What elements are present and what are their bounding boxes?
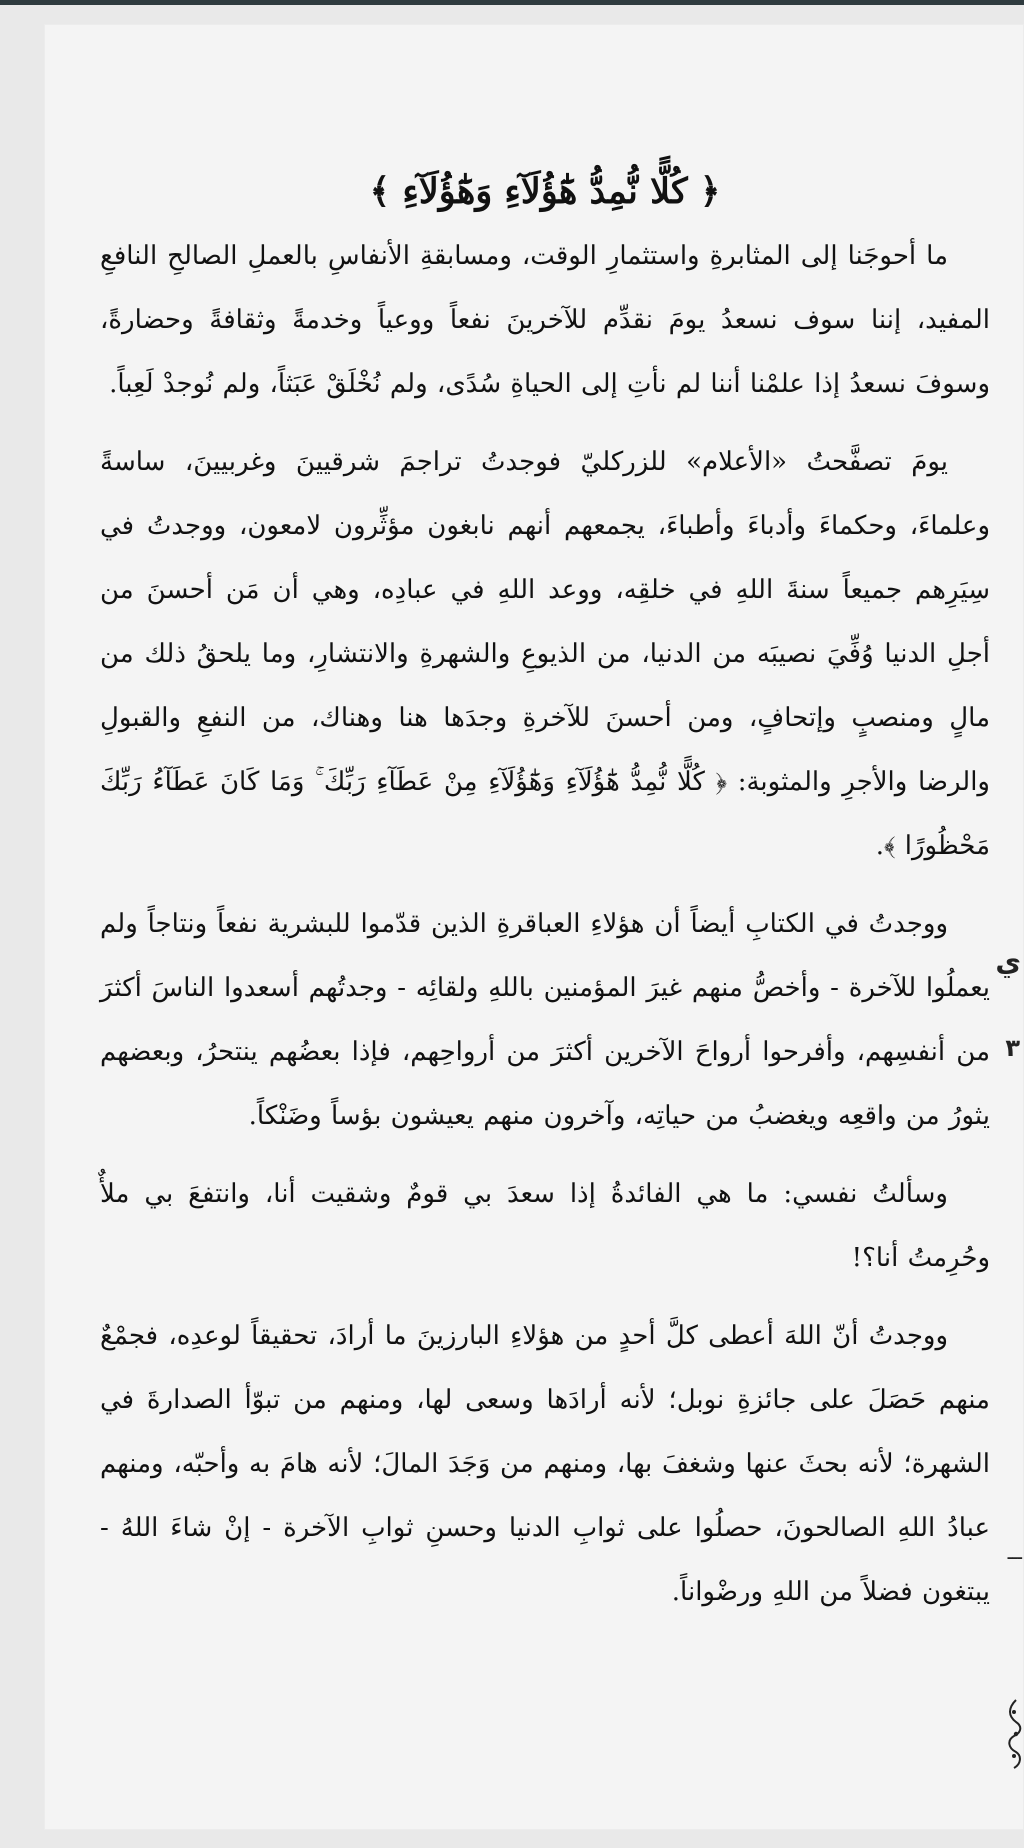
- margin-mark-3: ـــ: [1007, 1547, 1022, 1563]
- chapter-title: ﴿ كُلًّا نُّمِدُّ هَٰٓؤُلَآءِ وَهَٰٓؤُلَآءِ ﴾: [369, 171, 721, 212]
- paragraph-1: ما أحوجَنا إلى المثابرةِ واستثمارِ الوقت، ومسابقةِ الأنفاسِ بالعملِ الصالحِ النافعِ المفيد، إننا سوف نسعدُ يومَ نقدِّم للآخرينَ نفعاً ووعياً وخدمةً وثقافةً وحضارةً، وسوفَ نسعدُ إذا علمْنا أننا لم نأتِ إلى الحياةِ سُدًى، ولم نُخْلَقْ عَبَثاً، ولم نُوجدْ لَعِباً.: [100, 241, 990, 399]
- top-dark-strip: [0, 0, 1024, 5]
- paragraph-4: وسألتُ نفسي: ما هي الفائدةُ إذا سعدَ بي قومٌ وشقيت أنا، وانتفعَ بي ملأٌ وحُرِمتُ أنا؟!: [100, 1179, 990, 1273]
- book-page: [44, 24, 1024, 1830]
- paragraph-2: يومَ تصفَّحتُ «الأعلام» للزركليّ فوجدتُ تراجمَ شرقيينَ وغربيينَ، ساسةً وعلماءَ، وحكماءَ وأدباءَ وأطباءَ، يجمعهم أنهم نابغون مؤثِّرون لامعون، ووجدتُ في سِيَرِهم جميعاً سنةَ اللهِ في خلقِه، ووعد اللهِ في عبادِه، وهي أن مَن أحسنَ من أجلِ الدنيا وُفِّيَ نصيبَه من الدنيا، من الذيوعِ والشهرةِ والانتشارِ، وما يلحقُ ذلك من مالٍ ومنصبٍ وإتحافٍ، ومن أحسنَ للآخرةِ وجدَها هنا وهناك، من النفعِ والقبولِ والرضا والأجرِ والمثوبة: ﴿ كُلًّا نُّمِدُّ هَٰٓؤُلَآءِ وَهَٰٓؤُلَآءِ مِنْ عَطَآءِ رَبِّكَ ۚ وَمَا كَانَ عَطَآءُ رَبِّكَ مَحْظُورًا ﴾.: [100, 447, 990, 861]
- margin-mark-1: ي: [995, 945, 1021, 978]
- margin-mark-2: ٣: [1005, 1034, 1020, 1062]
- paragraph-3: ووجدتُ في الكتابِ أيضاً أن هؤلاءِ العباقرةِ الذين قدّموا للبشرية نفعاً ونتاجاً ولم يعملُوا للآخرة - وأخصُّ منهم غيرَ المؤمنين باللهِ ولقائِه - وجدتُهم أسعدوا الناسَ أكثرَ من أنفسِهم، وأفرحوا أرواحَ الآخرين أكثرَ من أرواحِهم، فإذا بعضُهم ينتحرُ، وبعضهم يثورُ من واقعِه ويغضبُ من حياتِه، وآخرون منهم يعيشون بؤساً وضَنْكاً.: [100, 909, 990, 1131]
- paragraph-5: ووجدتُ أنّ اللهَ أعطى كلَّ أحدٍ من هؤلاءِ البارزينَ ما أرادَ، تحقيقاً لوعدِه، فجمْعٌ منهم حَصَلَ على جائزةِ نوبل؛ لأنه أرادَها وسعى لها، ومنهم من تبوّأ الصدارةَ في الشهرة؛ لأنه بحثَ عنها وشغفَ بها، ومنهم من وَجَدَ المالَ؛ لأنه هامَ به وأحبّه، ومنهم عبادُ اللهِ الصالحونَ، حصلُوا على ثوابِ الدنيا وحسنِ ثوابِ الآخرة - إنْ شاءَ اللهُ - يبتغون فضلاً من اللهِ ورضْواناً.: [100, 1321, 990, 1607]
- page-content: [100, 168, 990, 1638]
- page-ornament-icon: [1004, 1698, 1024, 1770]
